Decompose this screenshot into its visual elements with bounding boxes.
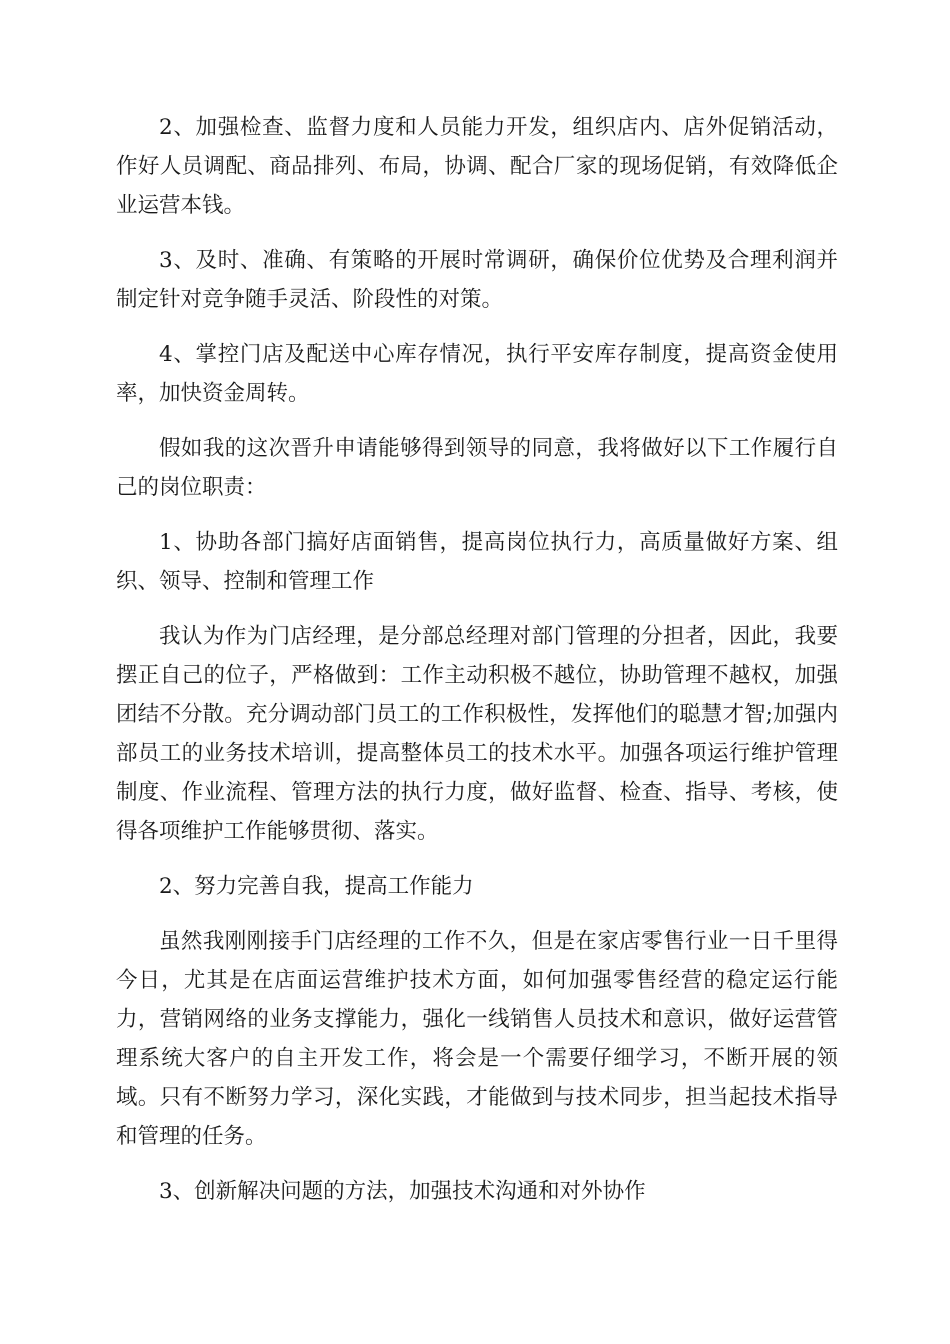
paragraph-body-1: 我认为作为门店经理，是分部总经理对部门管理的分担者，因此，我要摆正自己的位子，严格做到：工作主动积极不越位，协助管理不越权，加强团结不分散。充分调动部门员工的工作积极性，发挥他们的聪慧才智;加强内部员工的业务技术培训，提高整体员工的技术水平。加强各项运行维护管理制度、作业流程、管理方法的执行力度，做好监督、检查、指导、考核，使得各项维护工作能够贯彻、落实。 — [116, 624, 838, 844]
paragraph-intro: 假如我的这次晋升申请能够得到领导的同意，我将做好以下工作履行自己的岗位职责： — [116, 436, 838, 500]
paragraph-item-3: 3、及时、准确、有策略的开展时常调研，确保价位优势及合理利润并制定针对竞争随手灵活、阶段性的对策。 — [116, 248, 838, 312]
paragraph-heading-2: 2、努力完善自我，提高工作能力 — [159, 874, 474, 899]
paragraph-item-4: 4、掌控门店及配送中心库存情况，执行平安库存制度，提高资金使用率，加快资金周转。 — [116, 342, 838, 406]
paragraph-heading-3: 3、创新解决问题的方法，加强技术沟通和对外协作 — [159, 1179, 646, 1204]
paragraph-body-2: 虽然我刚刚接手门店经理的工作不久，但是在家店零售行业一日千里得今日，尤其是在店面运营维护技术方面，如何加强零售经营的稳定运行能力，营销网络的业务支撑能力，强化一线销售人员技术和意识，做好运营管理系统大客户的自主开发工作，将会是一个需要仔细学习，不断开展的领域。只有不断努力学习，深化实践，才能做到与技术同步，担当起技术指导和管理的任务。 — [116, 929, 838, 1149]
paragraph-heading-1: 1、协助各部门搞好店面销售，提高岗位执行力，高质量做好方案、组织、领导、控制和管理工作 — [116, 530, 838, 594]
document-body — [116, 108, 838, 1227]
paragraph-item-2: 2、加强检查、监督力度和人员能力开发，组织店内、店外促销活动，作好人员调配、商品排列、布局，协调、配合厂家的现场促销，有效降低企业运营本钱。 — [116, 115, 838, 218]
